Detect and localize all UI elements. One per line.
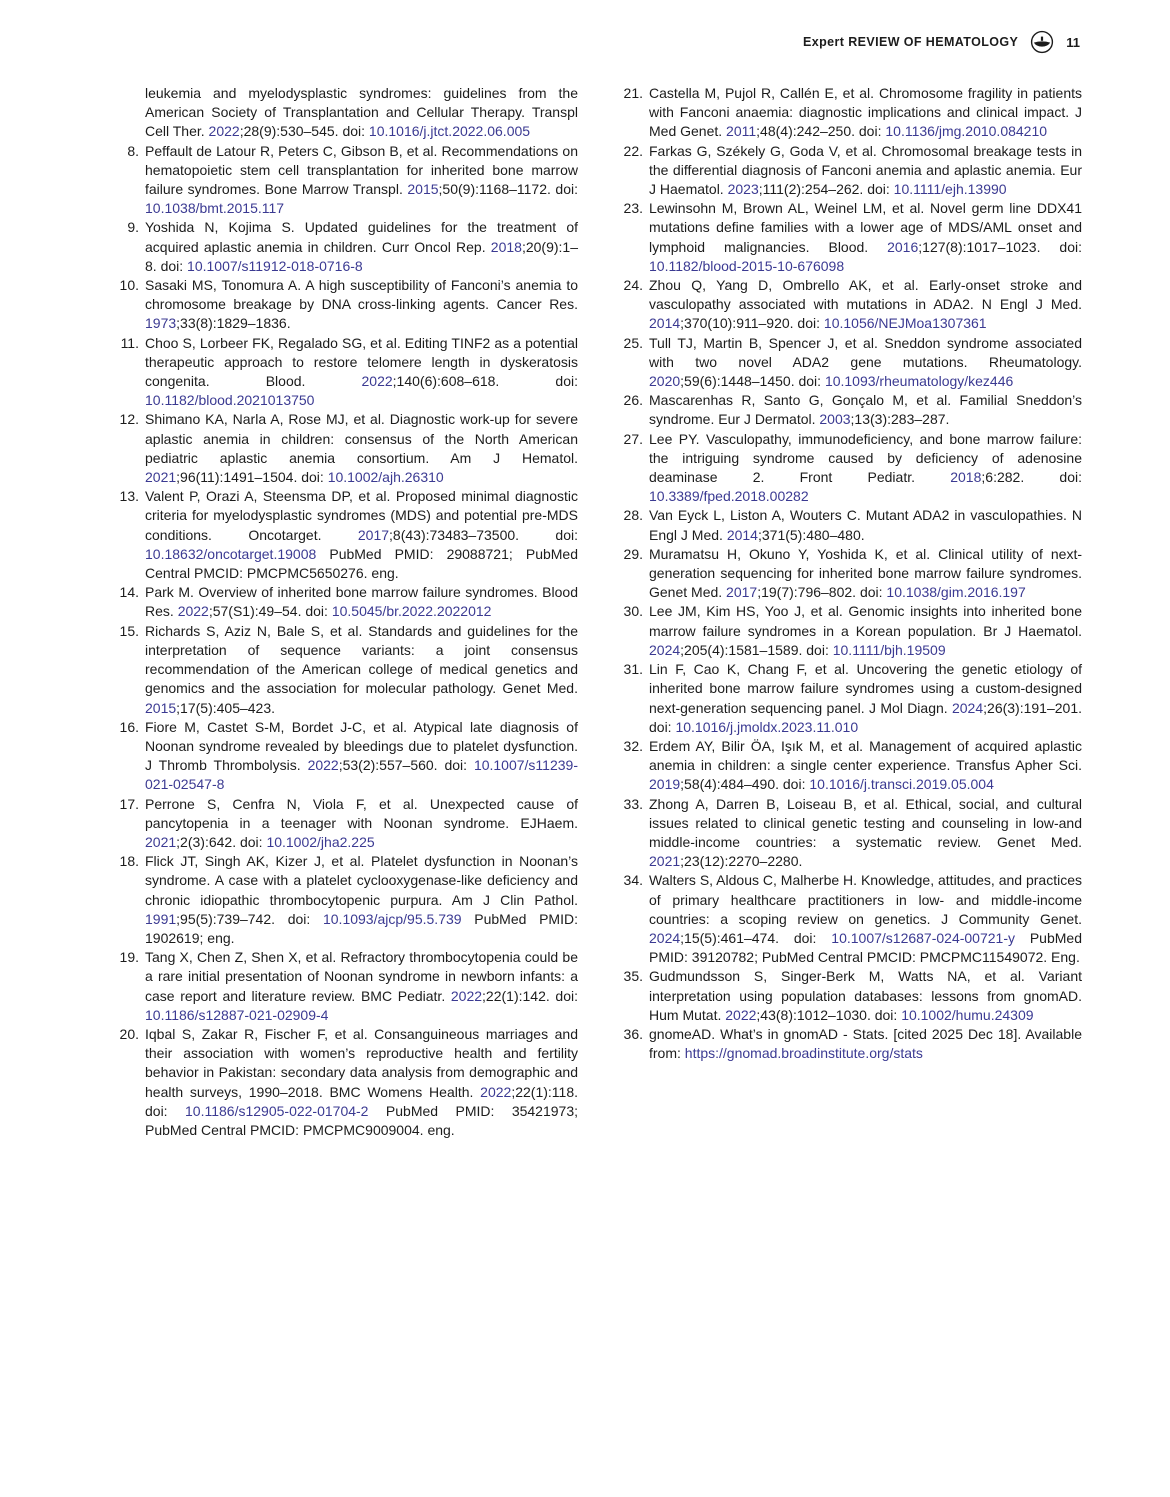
reference-item: 21. Castella M, Pujol R, Callén E, et al. Chromosome fragility in patients with Fanconi anaemia: diagnostic implications and clinical impact. J Med Genet. 2011;48(4):242–250. doi: 10.1136/jmg.2010.084210 xyxy=(623,85,1082,140)
reference-item: 16. Fiore M, Castet S-M, Bordet J-C, et al. Atypical late diagnosis of Noonan syndrome revealed by bleedings due to platelet dysfunction. J Thromb Thrombolysis. 2022;53(2):557–560. doi: 10.1007/s11239-021-02547-8 xyxy=(119,718,578,793)
reference-number: 18. xyxy=(119,853,139,870)
reference-number: 24. xyxy=(623,277,643,294)
reference-link[interactable]: 2022 xyxy=(480,1083,512,1100)
reference-number: 14. xyxy=(119,584,139,601)
reference-number: 30. xyxy=(623,603,643,620)
reference-link[interactable]: 2003 xyxy=(819,411,851,428)
reference-number: 35. xyxy=(623,968,643,985)
reference-link[interactable]: 10.3389/fped.2018.00282 xyxy=(649,488,809,505)
reference-link[interactable]: 2014 xyxy=(649,315,681,332)
reference-link[interactable]: 2017 xyxy=(357,526,390,543)
references-column-left xyxy=(118,84,578,1140)
reference-link[interactable]: 2022 xyxy=(450,987,483,1004)
references-column-right xyxy=(622,84,1082,1140)
reference-link[interactable]: https://gnomad.broadinstitute.org/stats xyxy=(684,1045,923,1062)
reference-item: 13. Valent P, Orazi A, Steensma DP, et al. Proposed minimal diagnostic criteria for myelodysplastic syndromes (MDS) and potential pre-MDS conditions. Oncotarget. 2017;8(43):73483–73500. doi: 10.18632/oncotarget.19008 PubMed PMID: 29088721; PubMed Central PMCID: PMCPMC5650276. eng. xyxy=(119,488,578,582)
reference-link[interactable]: 2018 xyxy=(950,469,982,486)
reference-item: 33. Zhong A, Darren B, Loiseau B, et al. Ethical, social, and cultural issues related to clinical genetic testing and counseling in low-and middle-income countries: a systematic review. Genet Med. 2021;23(12):2270–2280. xyxy=(623,795,1082,870)
reference-number: 17. xyxy=(119,795,139,812)
reference-item: 14. Park M. Overview of inherited bone marrow failure syndromes. Blood Res. 2022;57(S1):49–54. doi: 10.5045/br.2022.2022012 xyxy=(119,584,578,620)
reference-number: 22. xyxy=(623,142,643,159)
reference-link[interactable]: 2021 xyxy=(145,469,177,486)
reference-link[interactable]: 2015 xyxy=(407,181,439,198)
reference-link[interactable]: 10.1007/s11912-018-0716-8 xyxy=(187,257,363,274)
page-number: 11 xyxy=(1066,34,1080,50)
reference-number: 9. xyxy=(127,219,139,236)
reference-item: 34. Walters S, Aldous C, Malherbe H. Knowledge, attitudes, and practices of primary healthcare practitioners in low- and middle-income countries: a scoping review on genetics. J Community Genet. 2024;15(5):461–474. doi: 10.1007/s12687-024-00721-y PubMed PMID: 39120782; PubMed Central PMCID: PMCPMC11549072. Eng. xyxy=(623,872,1082,966)
reference-link[interactable]: 10.1182/blood-2015-10-676098 xyxy=(649,257,845,274)
reference-number: 10. xyxy=(119,277,139,294)
reference-link[interactable]: 2014 xyxy=(726,526,758,543)
reference-number: 34. xyxy=(623,872,643,889)
reference-item: 28. Van Eyck L, Liston A, Wouters C. Mutant ADA2 in vasculopathies. N Engl J Med. 2014;371(5):480–480. xyxy=(623,507,1082,543)
reference-number: 29. xyxy=(623,545,643,562)
reference-item: 27. Lee PY. Vasculopathy, immunodeficiency, and bone marrow failure: the intriguing syndrome caused by deficiency of adenosine deaminase 2. Front Pediatr. 2018;6:282. doi: 10.3389/fped.2018.00282 xyxy=(623,430,1083,505)
reference-link[interactable]: 10.1007/s12687-024-00721-y xyxy=(831,929,1015,946)
reference-number: 26. xyxy=(623,392,643,409)
reference-number: 31. xyxy=(623,661,643,678)
reference-item: 10. Sasaki MS, Tonomura A. A high susceptibility of Fanconi’s anemia to chromosome breakage by DNA cross-linking agents. Cancer Res. 1973;33(8):1829–1836. xyxy=(119,277,578,332)
reference-link[interactable]: 10.1038/bmt.2015.117 xyxy=(145,200,285,217)
reference-link[interactable]: 10.18632/oncotarget.19008 xyxy=(145,545,317,562)
reference-item: 11. Choo S, Lorbeer FK, Regalado SG, et al. Editing TINF2 as a potential therapeutic approach to restore telomere length in dyskeratosis congenita. Blood. 2022;140(6):608–618. doi: 10.1182/blood.2021013750 xyxy=(118,334,578,411)
reference-link[interactable]: 10.1111/ejh.13990 xyxy=(893,181,1007,198)
reference-link[interactable]: 10.1111/bjh.19509 xyxy=(832,641,946,658)
reference-link[interactable]: 10.1002/ajh.26310 xyxy=(327,469,444,486)
reference-link[interactable]: 10.1016/j.jmoldx.2023.11.010 xyxy=(675,718,859,735)
reference-item: 12. Shimano KA, Narla A, Rose MJ, et al. Diagnostic work-up for severe aplastic anemia in children: consensus of the North American pediatric aplastic anemia consortium. Am J Hematol. 2021;96(11):1491–1504. doi: 10.1002/ajh.26310 xyxy=(119,411,578,486)
reference-link[interactable]: 2023 xyxy=(727,181,759,198)
reference-link[interactable]: 2019 xyxy=(649,776,681,793)
reference-number: 8. xyxy=(127,142,139,159)
reference-item: 35. Gudmundsson S, Singer-Berk M, Watts NA, et al. Variant interpretation using population databases: lessons from gnomAD. Hum Mutat. 2022;43(8):1012–1030. doi: 10.1002/humu.24309 xyxy=(623,968,1082,1023)
reference-item: 9. Yoshida N, Kojima S. Updated guidelines for the treatment of acquired aplastic anemia in children. Curr Oncol Rep. 2018;20(9):1–8. doi: 10.1007/s11912-018-0716-8 xyxy=(118,218,578,276)
reference-link[interactable]: 2022 xyxy=(208,123,240,140)
reference-item: 24. Zhou Q, Yang D, Ombrello AK, et al. Early-onset stroke and vasculopathy associated with mutations in ADA2. N Engl J Med. 2014;370(10):911–920. doi: 10.1056/NEJMoa1307361 xyxy=(623,277,1082,332)
reference-number: 23. xyxy=(623,200,643,217)
references-section xyxy=(118,84,1082,1140)
reference-link[interactable]: 2024 xyxy=(649,929,681,946)
reference-number: 32. xyxy=(623,737,643,754)
reference-link[interactable]: 10.5045/br.2022.2022012 xyxy=(331,603,492,620)
reference-number: 33. xyxy=(623,795,643,812)
reference-number: 19. xyxy=(119,949,139,966)
reference-number: 11. xyxy=(120,334,139,351)
journal-title: Expert REVIEW OF HEMATOLOGY xyxy=(803,35,1019,49)
reference-link[interactable]: 10.1002/jha2.225 xyxy=(266,833,375,850)
reference-number: 36. xyxy=(623,1025,643,1042)
reference-item: 29. Muramatsu H, Okuno Y, Yoshida K, et al. Clinical utility of next-generation sequencing for inherited bone marrow failure syndromes. Genet Med. 2017;19(7):796–802. doi: 10.1038/gim.2016.197 xyxy=(623,545,1082,601)
reference-item: 32. Erdem AY, Bilir ÖA, Işık M, et al. Management of acquired aplastic anemia in children: a single center experience. Transfus Apher Sci. 2019;58(4):484–490. doi: 10.1016/j.transci.2019.05.004 xyxy=(623,737,1082,793)
reference-link[interactable]: 2022 xyxy=(361,373,393,390)
reference-item: 30. Lee JM, Kim HS, Yoo J, et al. Genomic insights into inherited bone marrow failure syndromes in a Korean population. Br J Haematol. 2024;205(4):1581–1589. doi: 10.1111/bjh.19509 xyxy=(623,603,1082,658)
publisher-logo-icon xyxy=(1030,30,1054,54)
reference-item: 20. Iqbal S, Zakar R, Fischer F, et al. Consanguineous marriages and their association with women’s reproductive health and fertility behavior in Pakistan: secondary data analysis from demographic and health surveys, 1990–2018. BMC Womens Health. 2022;22(1):118. doi: 10.1186/s12905-022-01704-2 PubMed PMID: 35421973; PubMed Central PMCID: PMCPMC9009004. eng. xyxy=(119,1025,578,1138)
reference-link[interactable]: 10.1093/rheumatology/kez446 xyxy=(824,373,1014,390)
reference-number: 20. xyxy=(119,1025,139,1042)
reference-item: 8. Peffault de Latour R, Peters C, Gibson B, et al. Recommendations on hematopoietic stem cell transplantation for inherited bone marrow failure syndromes. Bone Marrow Transpl. 2015;50(9):1168–1172. doi: 10.1038/bmt.2015.117 xyxy=(118,142,578,219)
reference-item: 25. Tull TJ, Martin B, Spencer J, et al. Sneddon syndrome associated with two novel ADA2 gene mutations. Rheumatology. 2020;59(6):1448–1450. doi: 10.1093/rheumatology/kez446 xyxy=(623,334,1082,390)
reference-link[interactable]: 10.1136/jmg.2010.084210 xyxy=(885,123,1048,140)
reference-link[interactable]: 2015 xyxy=(145,699,177,716)
reference-number: 16. xyxy=(119,718,139,735)
reference-link[interactable]: 1991 xyxy=(145,910,177,927)
reference-link[interactable]: 2016 xyxy=(887,238,919,255)
reference-link[interactable]: 10.1186/s12887-021-02909-4 xyxy=(145,1006,329,1023)
reference-link[interactable]: 2018 xyxy=(490,238,522,255)
reference-link[interactable]: 2022 xyxy=(725,1006,757,1023)
reference-number: 15. xyxy=(119,622,139,639)
reference-item: 18. Flick JT, Singh AK, Kizer J, et al. Platelet dysfunction in Noonan’s syndrome. A case with a platelet cyclooxygenase-like deficiency and chronic idiopathic thrombocytopenic purpura. Am J Clin Pathol. 1991;95(5):739–742. doi: 10.1093/ajcp/95.5.739 PubMed PMID: 1902619; eng. xyxy=(119,853,578,946)
reference-item: 19. Tang X, Chen Z, Shen X, et al. Refractory thrombocytopenia could be a rare initial presentation of Noonan syndrome in newborn infants: a case report and literature review. BMC Pediatr. 2022;22(1):142. doi: 10.1186/s12887-021-02909-4 xyxy=(119,949,579,1023)
reference-number: 25. xyxy=(623,334,643,351)
page-header xyxy=(803,30,1080,54)
reference-link[interactable]: 2017 xyxy=(726,584,758,601)
reference-link[interactable]: 1973 xyxy=(145,315,177,332)
reference-link[interactable]: 2020 xyxy=(649,373,681,390)
reference-link[interactable]: 2021 xyxy=(145,833,177,850)
reference-number: 12. xyxy=(119,411,139,428)
reference-number: 28. xyxy=(623,507,643,524)
reference-link[interactable]: 10.1186/s12905-022-01704-2 xyxy=(185,1102,369,1119)
reference-number: 27. xyxy=(623,430,643,447)
reference-link[interactable]: 2024 xyxy=(951,699,984,716)
reference-link[interactable]: 10.1007/s11239-021-02547-8 xyxy=(145,757,578,793)
reference-link[interactable]: 2024 xyxy=(649,641,681,658)
reference-item: 22. Farkas G, Székely G, Goda V, et al. Chromosomal breakage tests in the differential diagnosis of Fanconi anemia and aplastic anemia. Eur J Haematol. 2023;111(2):254–262. doi: 10.1111/ejh.13990 xyxy=(623,142,1082,198)
reference-link[interactable]: 10.1016/j.transci.2019.05.004 xyxy=(809,776,994,793)
reference-item: leukemia and myelodysplastic syndromes: guidelines from the American Society of Transplantation and Cellular Therapy. Transpl Cell Ther. 2022;28(9):530–545. doi: 10.1016/j.jtct.2022.06.005 xyxy=(145,85,578,140)
reference-link[interactable]: 10.1093/ajcp/95.5.739 xyxy=(322,910,462,927)
reference-link[interactable]: 2022 xyxy=(307,757,339,774)
reference-item: 17. Perrone S, Cenfra N, Viola F, et al. Unexpected cause of pancytopenia in a teenager with Noonan syndrome. EJHaem. 2021;2(3):642. doi: 10.1002/jha2.225 xyxy=(119,795,578,850)
reference-item: 23. Lewinsohn M, Brown AL, Weinel LM, et al. Novel germ line DDX41 mutations define families with a lower age of MDS/AML onset and lymphoid malignancies. Blood. 2016;127(8):1017–1023. doi: 10.1182/blood-2015-10-676098 xyxy=(623,200,1082,274)
reference-item: 26. Mascarenhas R, Santo G, Gonçalo M, et al. Familial Sneddon’s syndrome. Eur J Dermatol. 2003;13(3):283–287. xyxy=(623,392,1082,428)
reference-link[interactable]: 2022 xyxy=(177,603,209,620)
reference-number: 21. xyxy=(623,85,643,101)
reference-item: 15. Richards S, Aziz N, Bale S, et al. Standards and guidelines for the interpretation of sequence variants: a joint consensus recommendation of the American college of medical genetics and genomics and the association for molecular pathology. Genet Med. 2015;17(5):405–423. xyxy=(119,622,578,716)
reference-link[interactable]: 10.1016/j.jtct.2022.06.005 xyxy=(368,123,531,140)
reference-link[interactable]: 10.1056/NEJMoa1307361 xyxy=(823,315,987,332)
reference-link[interactable]: 10.1182/blood.2021013750 xyxy=(145,392,315,409)
reference-link[interactable]: 2011 xyxy=(726,123,757,140)
reference-link[interactable]: 10.1002/humu.24309 xyxy=(901,1006,1034,1023)
reference-link[interactable]: 2021 xyxy=(649,853,681,870)
reference-item: 31. Lin F, Cao K, Chang F, et al. Uncovering the genetic etiology of inherited bone marrow failure syndromes using a custom-designed next-generation sequencing panel. J Mol Diagn. 2024;26(3):191–201. doi: 10.1016/j.jmoldx.2023.11.010 xyxy=(623,661,1082,735)
reference-link[interactable]: 10.1038/gim.2016.197 xyxy=(886,584,1026,601)
reference-number: 13. xyxy=(119,488,139,505)
reference-item: 36. gnomeAD. What’s in gnomAD - Stats. [cited 2025 Dec 18]. Available from: https://gnomad.broadinstitute.org/stats xyxy=(623,1025,1082,1062)
